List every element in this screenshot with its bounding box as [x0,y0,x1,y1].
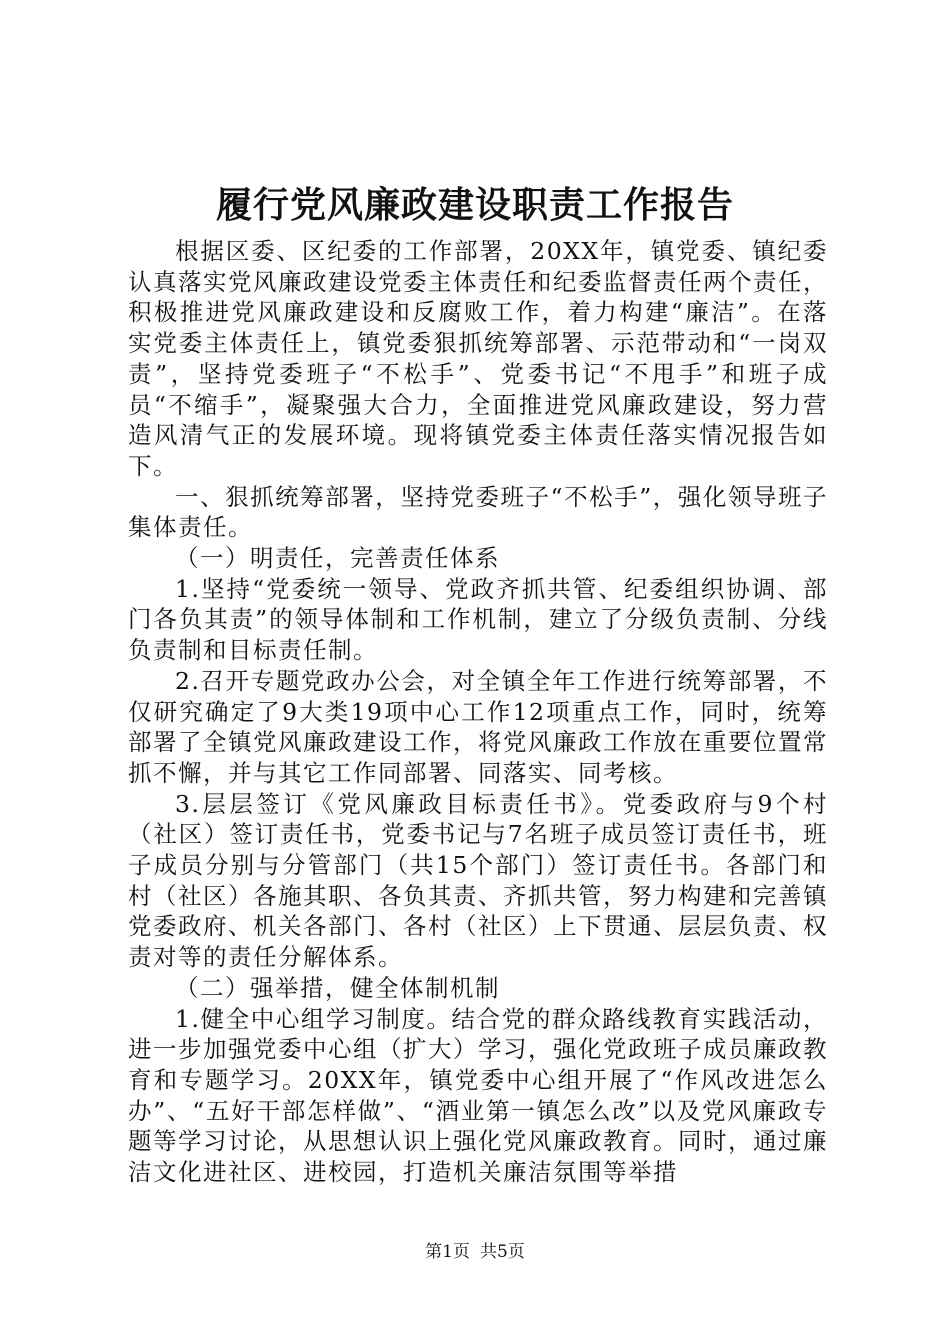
section-heading-1: 一、狠抓统筹部署，坚持党委班子“不松手”，强化领导班子集体责任。 [128,482,828,542]
page-number: 第1页 [425,1242,470,1262]
paragraph-item-4: 1.健全中心组学习制度。结合党的群众路线教育实践活动，进一步加强党委中心组（扩大）学习，强化党政班子成员廉政教育和专题学习。20XX年，镇党委中心组开展了“作风改进怎么办”、“五好干部怎样做”、“酒业第一镇怎么改”以及党风廉政专题等学习讨论，从思想认识上强化党风廉政教育。同时，通过廉洁文化进社区、进校园，打造机关廉洁氛围等举措 [128,1004,828,1187]
page-total: 共5页 [480,1242,525,1262]
document-body [128,236,828,1188]
subsection-heading-1: （一）明责任，完善责任体系 [175,544,500,573]
subsection-heading-2: （二）强举措，健全体制机制 [175,973,500,1002]
page-footer [0,1241,950,1263]
document-title: 履行党风廉政建设职责工作报告 [215,184,734,226]
paragraph-item-2: 2.召开专题党政办公会，对全镇全年工作进行统筹部署，不仅研究确定了9大类19项中心工作12项重点工作，同时，统筹部署了全镇党风廉政建设工作，将党风廉政工作放在重要位置常抓不懈，并与其它工作同部署、同落实、同考核。 [128,666,828,787]
paragraph-item-3: 3.层层签订《党风廉政目标责任书》。党委政府与9个村（社区）签订责任书，党委书记与7名班子成员签订责任书，班子成员分别与分管部门（共15个部门）签订责任书。各部门和村（社区）各施其职、各负其责、齐抓共管，努力构建和完善镇党委政府、机关各部门、各村（社区）上下贯通、层层负责、权责对等的责任分解体系。 [128,789,828,972]
paragraph-item-1: 1.坚持“党委统一领导、党政齐抓共管、纪委组织协调、部门各负其责”的领导体制和工作机制，建立了分级负责制、分线负责制和目标责任制。 [128,574,828,665]
paragraph-intro: 根据区委、区纪委的工作部署，20XX年，镇党委、镇纪委认真落实党风廉政建设党委主体责任和纪委监督责任两个责任，积极推进党风廉政建设和反腐败工作，着力构建“廉洁”。在落实党委主体责任上，镇党委狠抓统筹部署、示范带动和“一岗双责”，坚持党委班子“不松手”、党委书记“不甩手”和班子成员“不缩手”，凝聚强大合力，全面推进党风廉政建设，努力营造风清气正的发展环境。现将镇党委主体责任落实情况报告如下。 [128,237,828,480]
